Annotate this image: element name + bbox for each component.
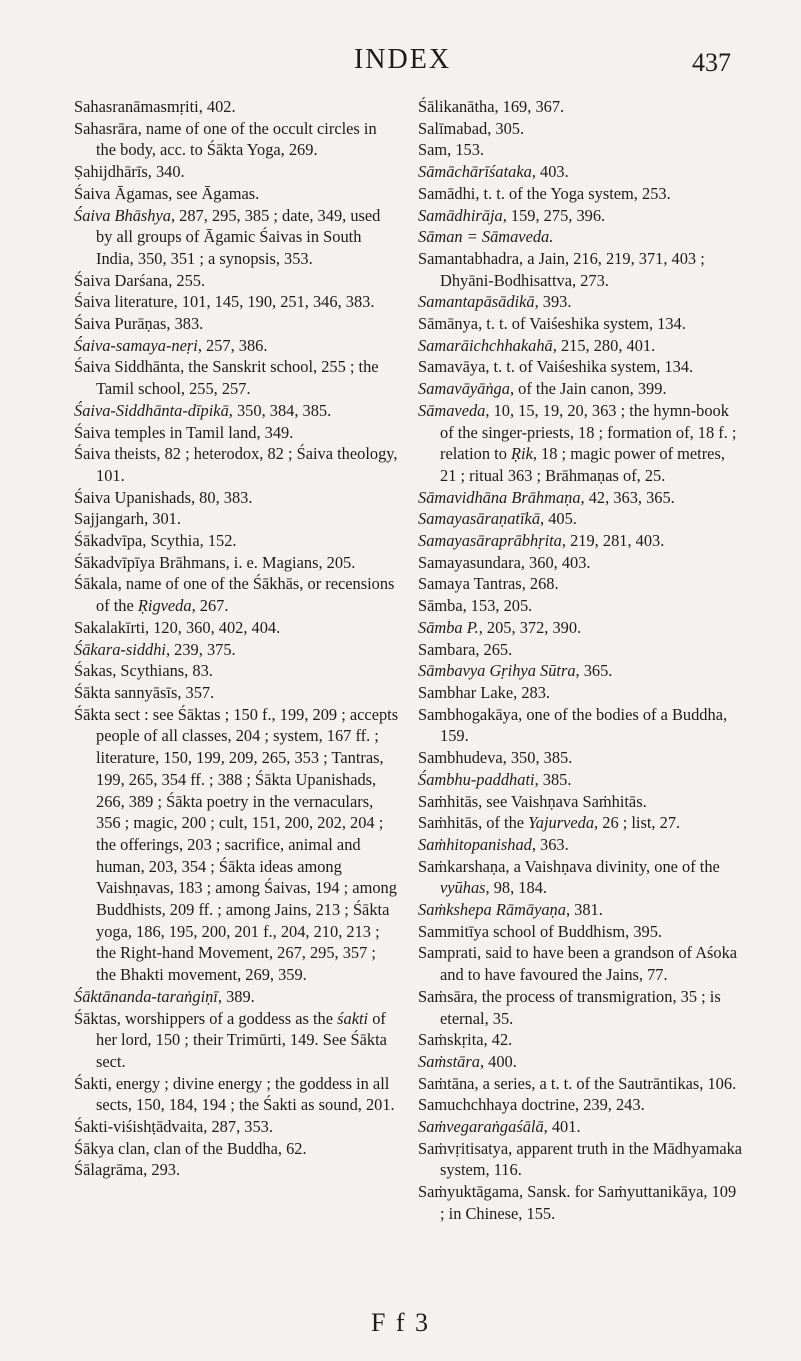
index-entry: Saṁtāna, a series, a t. t. of the Sautrāntikas, 106. [418,1073,737,1093]
index-entry: Sambhudeva, 350, 385. [418,748,573,768]
page-title: INDEX [353,44,452,75]
index-entry: Śaiva Upanishads, 80, 383. [74,487,253,507]
index-entry: Saṁhitās, of the Yajurveda, 26 ; list, 27. [418,813,681,833]
page-number: 437 [692,48,731,77]
index-entry: Sambhogakāya, one of the bodies of a Buddha, 159. [418,704,728,746]
index-entry: Saṁvṛitisatya, apparent truth in the Mādhyamaka system, 116. [418,1138,743,1180]
index-entry: Sāmba, 153, 205. [418,596,533,616]
index-entry: Samādhi, t. t. of the Yoga system, 253. [418,183,671,203]
index-column-left [74,96,400,1225]
page-header [74,44,731,84]
index-entry: Salīmabad, 305. [418,118,525,138]
index-entry: Śālagrāma, 293. [74,1160,181,1180]
index-entry: Śakas, Scythians, 83. [74,661,213,681]
index-entry: Śambhu-paddhati, 385. [418,769,572,789]
index-entry: Sāmba P., 205, 372, 390. [418,617,582,637]
index-entry: Śāktānanda-taraṅgiṇī, 389. [74,986,255,1006]
index-entry: Saṁyuktāgama, Sansk. for Saṁyuttanikāya, 109 ; in Chinese, 155. [418,1182,737,1223]
index-entry: Śaiva-samaya-neṛi, 257, 386. [74,335,268,355]
index-entry: Śaiva Purāṇas, 383. [74,314,204,334]
index-entry: Samantapāsādikā, 393. [418,292,572,312]
index-entry: Samayasāraprābhṛita, 219, 281, 403. [418,531,665,551]
index-entry: Śākadvīpīya Brāhmans, i. e. Magians, 205. [74,552,356,572]
index-entry: Sammitīya school of Buddhism, 395. [418,921,663,941]
index-entry: Saṁhitās, see Vaishṇava Saṁhitās. [418,791,647,811]
index-entry: Saṁkarshaṇa, a Vaishṇava divinity, one of the vyūhas, 98, 184. [418,856,720,898]
index-column-right [418,96,744,1225]
index-entry: Śaiva Darśana, 255. [74,270,206,290]
index-entry: Samayasundara, 360, 403. [418,552,591,572]
index-entry: Sāmāchārīśataka, 403. [418,162,569,182]
index-entry: Saṁsāra, the process of transmigration, 35 ; is eternal, 35. [418,986,721,1028]
index-entry: Samarāichchhakahā, 215, 280, 401. [418,335,656,355]
index-entry: Śaiva Bhāshya, 287, 295, 385 ; date, 349, used by all groups of Āgamic Śaivas in South India, 350, 351 ; a synopsis, 353. [74,205,381,268]
index-entry: Samaya Tantras, 268. [418,574,559,594]
index-entry: Samavāya, t. t. of Vaiśeshika system, 134. [418,357,694,377]
index-entry: Sāmbavya Gṛihya Sūtra, 365. [418,661,613,681]
index-entry: Śākta sect : see Śāktas ; 150 f., 199, 209 ; accepts people of all classes, 204 ; system, 167 ff. ; literature, 150, 199, 209, 265, 353 ; Tantras, 199, 265, 354 ff. ; 388 ; Śākta Upanishads, 266, 389 ; Śākta poetry in the vernaculars, 356 ; magic, 200 ; cult, 151, 200, 202, 204 ; the offerings, 203 ; sacrifice, animal and human, 203, 354 ; Śākta ideas among Vaishṇavas, 183 ; among Śaivas, 194 ; among Buddhists, 209 ff. ; among Jains, 213 ; Śākta yoga, 186, 195, 200, 201 f., 204, 210, 213 ; the Right-hand Movement, 267, 295, 357 ; the Bhakti movement, 269, 359. [74,704,399,985]
index-entry: Ṣahijdhārīs, 340. [74,162,185,182]
index-entry: Śaiva Siddhānta, the Sanskrit school, 255 ; the Tamil school, 255, 257. [74,357,379,399]
index-entry: Śākadvīpa, Scythia, 152. [74,531,237,551]
index-entry: Śākara-siddhi, 239, 375. [74,639,236,659]
index-entry: Sakalakīrti, 120, 360, 402, 404. [74,617,281,637]
index-entry: Sāmaveda, 10, 15, 19, 20, 363 ; the hymn-book of the singer-priests, 18 ; formation of, 18 f. ; relation to Ṛik, 18 ; magic power of metres, 21 ; ritual 363 ; Brāhmaṇas of, 25. [418,400,737,485]
index-entry: Samprati, said to have been a grandson of Aśoka and to have favoured the Jains, 77. [418,943,738,985]
index-entry: Samavāyāṅga, of the Jain canon, 399. [418,379,667,399]
index-entry: Saṁstāra, 400. [418,1051,517,1071]
index-columns [74,96,744,1225]
index-entry: Śākta sannyāsīs, 357. [74,682,215,702]
index-entry: Sāman = Sāmaveda. [418,227,554,247]
index-entry: Śaiva literature, 101, 145, 190, 251, 346, 383. [74,292,375,312]
index-entry: Śakti-viśishṭādvaita, 287, 353. [74,1117,273,1137]
index-entry: Sam, 153. [418,140,485,160]
index-entry: Samayasāraṇatīkā, 405. [418,509,577,529]
index-entry: Sahasranāmasmṛiti, 402. [74,97,236,116]
index-entry: Saṁvegaraṅgaśālā, 401. [418,1117,581,1137]
index-entry: Sāmānya, t. t. of Vaiśeshika system, 134. [418,314,686,334]
index-entry: Śāktas, worshippers of a goddess as the śakti of her lord, 150 ; their Trimūrti, 149. See Śākta sect. [74,1008,387,1071]
index-entry: Sāmavidhāna Brāhmaṇa, 42, 363, 365. [418,487,675,507]
index-entry: Samantabhadra, a Jain, 216, 219, 371, 403 ; Dhyāni-Bodhisattva, 273. [418,248,705,290]
index-entry: Samādhirāja, 159, 275, 396. [418,205,606,225]
index-entry: Śaiva-Siddhānta-dīpikā, 350, 384, 385. [74,400,332,420]
index-entry: Śaiva theists, 82 ; heterodox, 82 ; Śaiva theology, 101. [74,444,398,485]
index-entry: Saṁskṛita, 42. [418,1030,513,1050]
index-entry: Śaiva temples in Tamil land, 349. [74,422,294,442]
index-entry: Samuchchhaya doctrine, 239, 243. [418,1095,645,1115]
index-entry: Saṁhitopanishad, 363. [418,834,569,854]
index-entry: Śālikanātha, 169, 367. [418,97,565,116]
signature-mark: F f 3 [370,1308,431,1337]
index-entry: Śakti, energy ; divine energy ; the goddess in all sects, 150, 184, 194 ; the Śakti as sound, 201. [74,1073,395,1115]
index-entry: Śaiva Āgamas, see Āgamas. [74,183,260,203]
index-entry: Sahasrāra, name of one of the occult circles in the body, acc. to Śākta Yoga, 269. [74,118,377,160]
index-entry: Sambhar Lake, 283. [418,682,550,702]
index-entry: Saṁkshepa Rāmāyaṇa, 381. [418,900,603,920]
index-entry: Śākya clan, clan of the Buddha, 62. [74,1138,307,1158]
index-entry: Sajjangarh, 301. [74,509,181,529]
index-entry: Śākala, name of one of the Śākhās, or recensions of the Ṛigveda, 267. [74,574,395,616]
index-entry: Sambara, 265. [418,639,513,659]
